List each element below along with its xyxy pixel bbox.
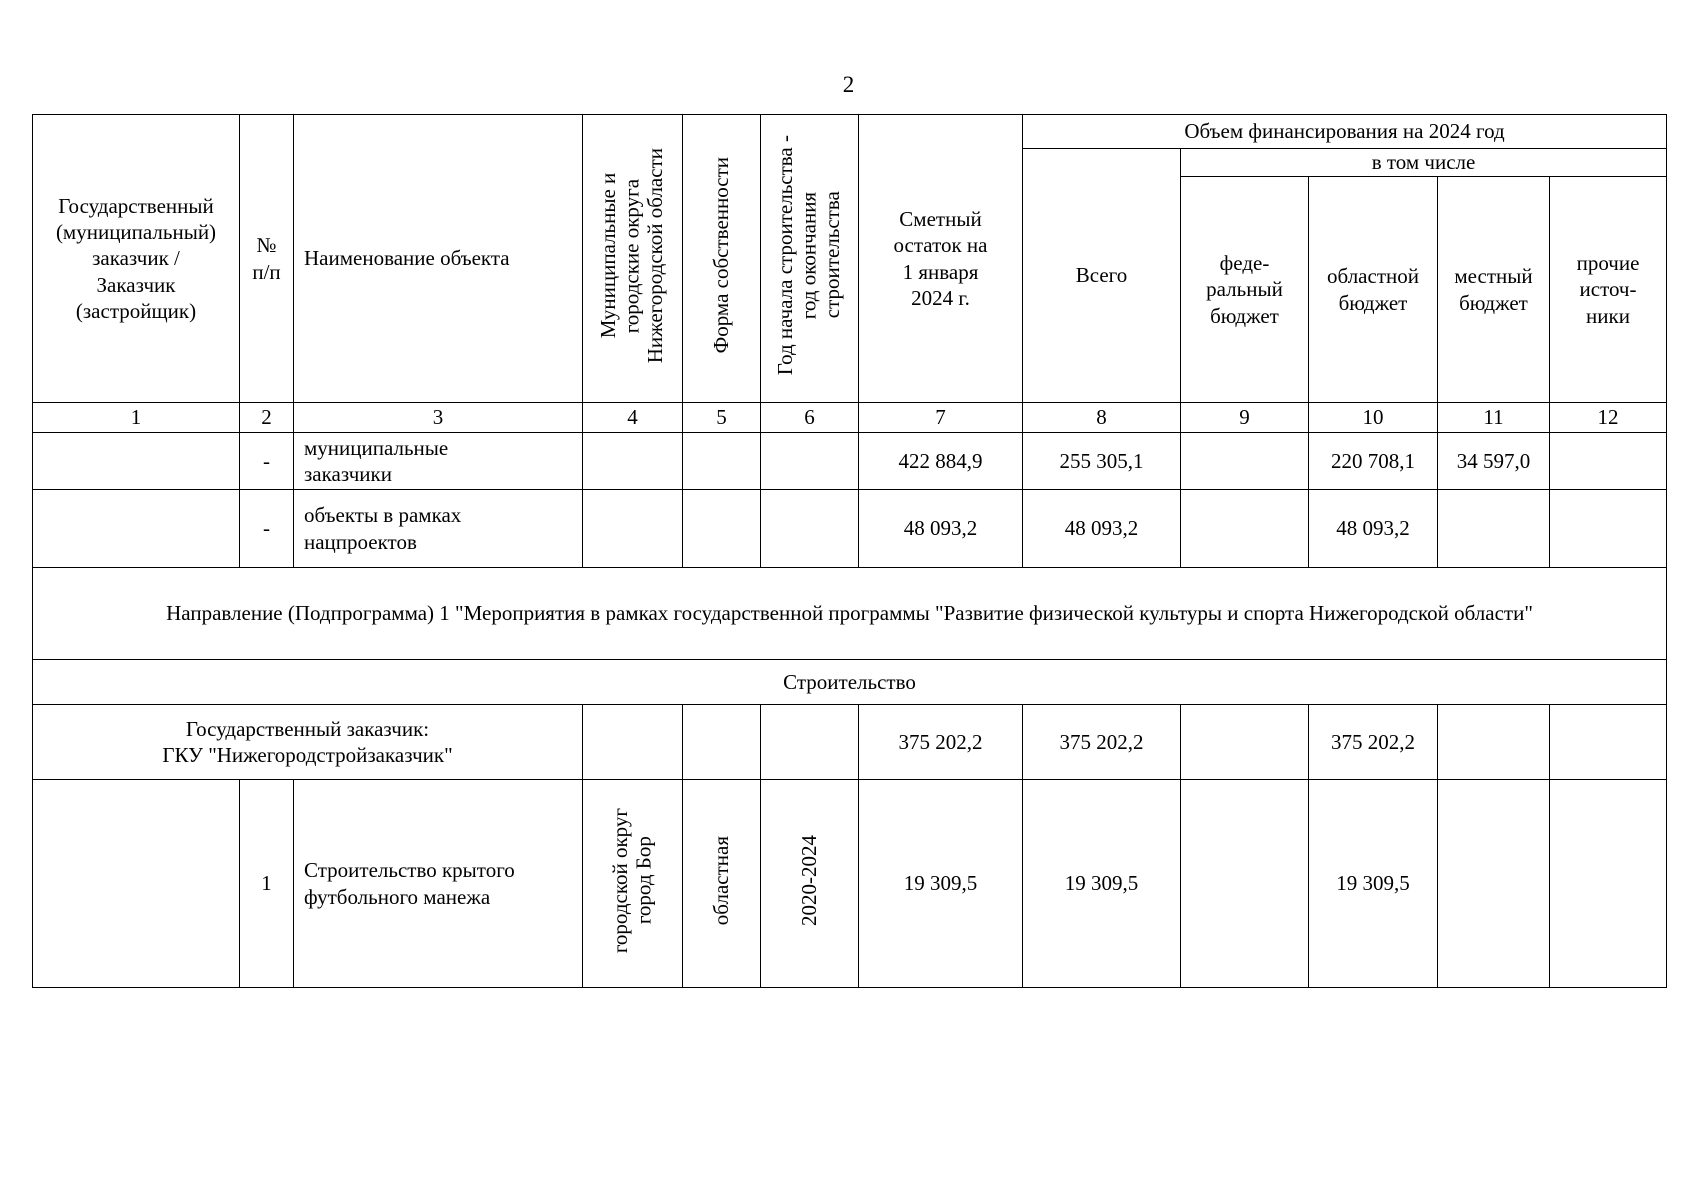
header-municipal: [583, 115, 683, 403]
row-customer: [33, 433, 240, 490]
header-regional: областной бюджет: [1309, 177, 1438, 403]
row-name: объекты в рамках нацпроектов: [294, 490, 583, 568]
row-years: [761, 705, 859, 780]
row-municipal: [583, 433, 683, 490]
col-number: 11: [1438, 403, 1550, 433]
row-municipal: [583, 705, 683, 780]
object-municipal: [583, 780, 683, 988]
table-row: [33, 433, 1667, 490]
construction-row: [33, 660, 1667, 705]
col-number: 9: [1181, 403, 1309, 433]
object-local: [1438, 780, 1550, 988]
object-name: Строительство крытого футбольного манежа: [294, 780, 583, 988]
row-federal: [1181, 705, 1309, 780]
col-number: 2: [240, 403, 294, 433]
object-estimate: 19 309,5: [859, 780, 1023, 988]
row-local: [1438, 490, 1550, 568]
object-regional: 19 309,5: [1309, 780, 1438, 988]
page-number: 2: [842, 72, 855, 97]
header-ownership: [683, 115, 761, 403]
row-years: [761, 433, 859, 490]
state-customer-total: 375 202,2: [1023, 705, 1181, 780]
col-number: 7: [859, 403, 1023, 433]
table-row: [33, 490, 1667, 568]
header-customer: Государственный (муниципальный) заказчик / Заказчик (застройщик): [33, 115, 240, 403]
row-years: [761, 490, 859, 568]
object-other: [1550, 780, 1667, 988]
state-customer-label: Государственный заказчик: ГКУ "Нижегородстройзаказчик": [33, 705, 583, 780]
col-number: 4: [583, 403, 683, 433]
col-number: 6: [761, 403, 859, 433]
row-other: [1550, 705, 1667, 780]
header-including: в том числе: [1181, 149, 1667, 177]
row-other: [1550, 433, 1667, 490]
header-municipal-text: Муниципальные и городские округа Нижегородской области: [596, 147, 668, 364]
col-number: 5: [683, 403, 761, 433]
header-total: Всего: [1023, 149, 1181, 403]
header-years-text: Год начала строительства - год окончания строительства: [773, 135, 845, 376]
row-federal: [1181, 490, 1309, 568]
state-customer-estimate: 375 202,2: [859, 705, 1023, 780]
col-number: 12: [1550, 403, 1667, 433]
object-years: [761, 780, 859, 988]
header-years: [761, 115, 859, 403]
object-customer: [33, 780, 240, 988]
object-num: 1: [240, 780, 294, 988]
row-total: 255 305,1: [1023, 433, 1181, 490]
row-regional: 48 093,2: [1309, 490, 1438, 568]
row-ownership: [683, 705, 761, 780]
row-municipal: [583, 490, 683, 568]
header-federal: феде- ральный бюджет: [1181, 177, 1309, 403]
row-local: 34 597,0: [1438, 433, 1550, 490]
state-customer-row: [33, 705, 1667, 780]
row-ownership: [683, 490, 761, 568]
direction-row: [33, 568, 1667, 660]
financing-table: [32, 114, 1667, 988]
header-num: № п/п: [240, 115, 294, 403]
header-funding: Объем финансирования на 2024 год: [1023, 115, 1667, 149]
row-local: [1438, 705, 1550, 780]
row-num: -: [240, 433, 294, 490]
row-other: [1550, 490, 1667, 568]
column-number-row: [33, 403, 1667, 433]
object-federal: [1181, 780, 1309, 988]
row-regional: 220 708,1: [1309, 433, 1438, 490]
row-ownership: [683, 433, 761, 490]
state-customer-regional: 375 202,2: [1309, 705, 1438, 780]
header-row-1: [33, 115, 1667, 149]
col-number: 1: [33, 403, 240, 433]
object-ownership: [683, 780, 761, 988]
header-object-name: Наименование объекта: [294, 115, 583, 403]
object-municipal-text: городской округ город Бор: [607, 807, 656, 953]
header-other: прочие источ- ники: [1550, 177, 1667, 403]
header-ownership-text: Форма собственности: [708, 157, 733, 354]
object-row: [33, 780, 1667, 988]
row-num: -: [240, 490, 294, 568]
row-estimate: 422 884,9: [859, 433, 1023, 490]
row-customer: [33, 490, 240, 568]
row-federal: [1181, 433, 1309, 490]
object-total: 19 309,5: [1023, 780, 1181, 988]
col-number: 3: [294, 403, 583, 433]
direction-title: Направление (Подпрограмма) 1 "Мероприятия в рамках государственной программы "Развитие физической культуры и спорта Нижегородской области": [33, 568, 1667, 660]
row-name: муниципальные заказчики: [294, 433, 583, 490]
construction-title: Строительство: [33, 660, 1667, 705]
row-total: 48 093,2: [1023, 490, 1181, 568]
row-estimate: 48 093,2: [859, 490, 1023, 568]
object-ownership-text: областная: [708, 835, 733, 925]
header-local: местный бюджет: [1438, 177, 1550, 403]
header-estimate: Сметный остаток на 1 января 2024 г.: [859, 115, 1023, 403]
col-number: 10: [1309, 403, 1438, 433]
object-years-text: 2020-2024: [796, 834, 821, 926]
col-number: 8: [1023, 403, 1181, 433]
